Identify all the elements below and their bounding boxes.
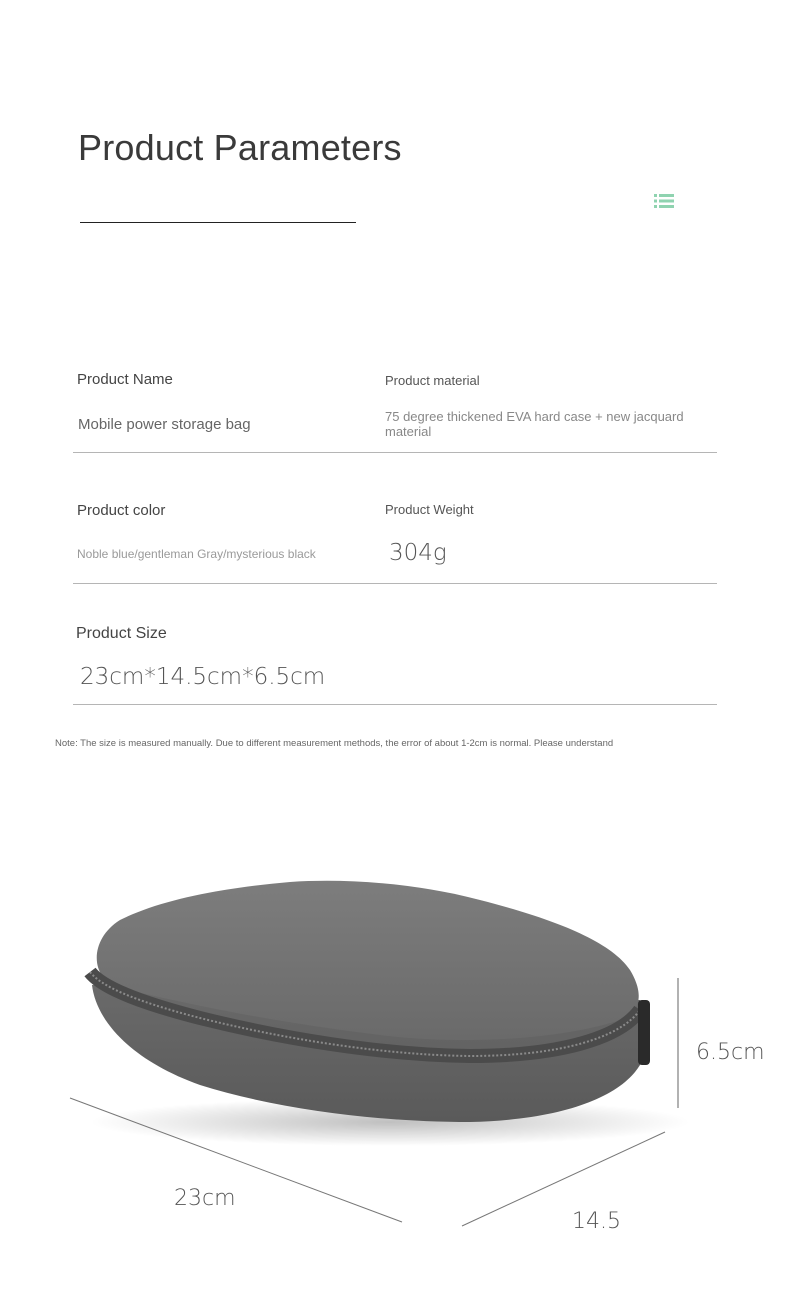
product-color-label: Product color xyxy=(77,502,166,519)
measurement-note: Note: The size is measured manually. Due to different measurement methods, the error of about 1-2cm is normal. Please understand xyxy=(55,738,614,749)
product-name-value: Mobile power storage bag xyxy=(78,416,251,433)
product-weight-value: 304g xyxy=(389,540,447,566)
product-color-value: Noble blue/gentleman Gray/mysterious black xyxy=(77,547,316,561)
row-divider xyxy=(73,704,717,705)
width-dimension-line xyxy=(462,1132,665,1226)
height-label: 6.5cm xyxy=(696,1040,765,1065)
product-name-label: Product Name xyxy=(77,371,173,388)
row-divider xyxy=(73,452,717,453)
product-size-value: 23cm*14.5cm*6.5cm xyxy=(80,664,326,690)
product-size-label: Product Size xyxy=(76,625,167,642)
width-label: 14.5 xyxy=(572,1209,621,1234)
zipper-pull xyxy=(638,1000,650,1065)
product-material-value: 75 degree thickened EVA hard case + new jacquard material xyxy=(385,409,684,439)
product-material-label: Product material xyxy=(385,373,480,388)
length-label: 23cm xyxy=(174,1186,236,1211)
page-title: Product Parameters xyxy=(78,127,402,168)
title-underline xyxy=(80,222,356,223)
list-icon xyxy=(652,192,676,210)
row-divider xyxy=(73,583,717,584)
product-image xyxy=(0,860,790,1280)
product-weight-label: Product Weight xyxy=(385,502,474,517)
